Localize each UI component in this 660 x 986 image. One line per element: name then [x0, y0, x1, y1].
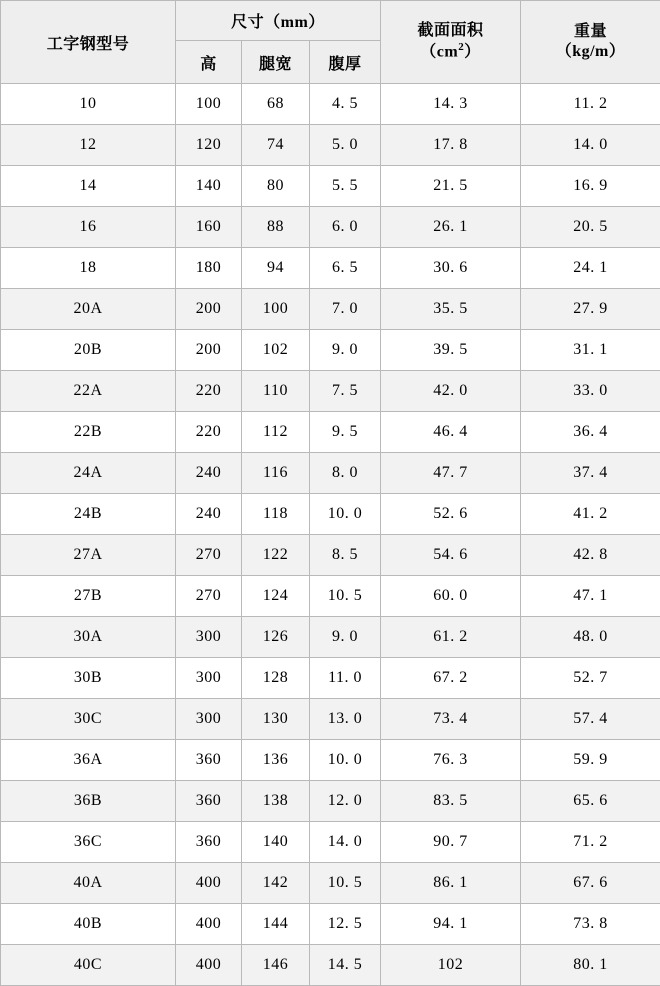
column-header-weight	[521, 1, 660, 84]
cell-weight: 27. 9	[521, 289, 660, 330]
cell-model: 22A	[1, 371, 176, 412]
cell-model: 40C	[1, 945, 176, 986]
cell-area: 21. 5	[381, 166, 521, 207]
cell-weight: 20. 5	[521, 207, 660, 248]
cell-flange-width: 110	[242, 371, 310, 412]
cell-height: 200	[176, 289, 242, 330]
cell-area: 39. 5	[381, 330, 521, 371]
table-row	[1, 84, 660, 125]
cell-model: 36C	[1, 822, 176, 863]
cell-web-thickness: 7. 0	[310, 289, 381, 330]
column-header-height: 高	[176, 41, 242, 84]
cell-flange-width: 118	[242, 494, 310, 535]
table-row	[1, 289, 660, 330]
column-header-weight-line1: 重量	[521, 22, 660, 42]
table-row	[1, 125, 660, 166]
cell-height: 240	[176, 453, 242, 494]
column-header-size-group: 尺寸（mm）	[176, 1, 381, 41]
cell-area: 26. 1	[381, 207, 521, 248]
cell-model: 20A	[1, 289, 176, 330]
table-row	[1, 658, 660, 699]
cell-flange-width: 116	[242, 453, 310, 494]
cell-weight: 11. 2	[521, 84, 660, 125]
cell-web-thickness: 6. 5	[310, 248, 381, 289]
cell-weight: 65. 6	[521, 781, 660, 822]
cell-area: 60. 0	[381, 576, 521, 617]
cell-area: 94. 1	[381, 904, 521, 945]
cell-area: 17. 8	[381, 125, 521, 166]
cell-weight: 33. 0	[521, 371, 660, 412]
cell-flange-width: 126	[242, 617, 310, 658]
cell-web-thickness: 5. 5	[310, 166, 381, 207]
table-row	[1, 248, 660, 289]
table-row	[1, 494, 660, 535]
cell-flange-width: 122	[242, 535, 310, 576]
cell-web-thickness: 10. 5	[310, 576, 381, 617]
area-unit-superscript: 2	[458, 41, 464, 53]
cell-model: 18	[1, 248, 176, 289]
cell-area: 86. 1	[381, 863, 521, 904]
cell-flange-width: 138	[242, 781, 310, 822]
cell-weight: 59. 9	[521, 740, 660, 781]
cell-weight: 14. 0	[521, 125, 660, 166]
column-header-weight-unit: （kg/m）	[521, 42, 660, 62]
table-header	[1, 1, 660, 84]
column-header-area	[381, 1, 521, 84]
cell-area: 35. 5	[381, 289, 521, 330]
cell-height: 220	[176, 371, 242, 412]
cell-area: 54. 6	[381, 535, 521, 576]
cell-weight: 37. 4	[521, 453, 660, 494]
cell-weight: 24. 1	[521, 248, 660, 289]
cell-model: 27A	[1, 535, 176, 576]
cell-height: 240	[176, 494, 242, 535]
cell-area: 90. 7	[381, 822, 521, 863]
cell-weight: 67. 6	[521, 863, 660, 904]
cell-web-thickness: 9. 0	[310, 330, 381, 371]
cell-web-thickness: 8. 0	[310, 453, 381, 494]
cell-height: 360	[176, 822, 242, 863]
cell-web-thickness: 14. 5	[310, 945, 381, 986]
table-row	[1, 740, 660, 781]
table-row	[1, 781, 660, 822]
column-header-area-line1: 截面面积	[381, 21, 520, 41]
table-row	[1, 699, 660, 740]
table-row	[1, 207, 660, 248]
cell-web-thickness: 10. 5	[310, 863, 381, 904]
cell-web-thickness: 9. 5	[310, 412, 381, 453]
cell-flange-width: 136	[242, 740, 310, 781]
cell-height: 400	[176, 863, 242, 904]
table-row	[1, 822, 660, 863]
cell-web-thickness: 10. 0	[310, 740, 381, 781]
table-row	[1, 945, 660, 986]
table-row	[1, 904, 660, 945]
cell-weight: 36. 4	[521, 412, 660, 453]
cell-weight: 73. 8	[521, 904, 660, 945]
cell-flange-width: 102	[242, 330, 310, 371]
cell-model: 40A	[1, 863, 176, 904]
cell-model: 12	[1, 125, 176, 166]
cell-web-thickness: 13. 0	[310, 699, 381, 740]
cell-web-thickness: 5. 0	[310, 125, 381, 166]
cell-flange-width: 130	[242, 699, 310, 740]
cell-model: 14	[1, 166, 176, 207]
cell-model: 40B	[1, 904, 176, 945]
cell-model: 22B	[1, 412, 176, 453]
cell-weight: 48. 0	[521, 617, 660, 658]
column-header-model: 工字钢型号	[1, 1, 176, 84]
cell-area: 61. 2	[381, 617, 521, 658]
table-row	[1, 330, 660, 371]
cell-area: 30. 6	[381, 248, 521, 289]
cell-web-thickness: 14. 0	[310, 822, 381, 863]
cell-web-thickness: 12. 0	[310, 781, 381, 822]
cell-height: 140	[176, 166, 242, 207]
cell-area: 46. 4	[381, 412, 521, 453]
cell-height: 360	[176, 740, 242, 781]
table-row	[1, 863, 660, 904]
cell-flange-width: 94	[242, 248, 310, 289]
cell-model: 36A	[1, 740, 176, 781]
cell-height: 400	[176, 904, 242, 945]
area-unit-suffix: ）	[464, 44, 481, 61]
cell-area: 73. 4	[381, 699, 521, 740]
cell-weight: 80. 1	[521, 945, 660, 986]
cell-model: 30A	[1, 617, 176, 658]
cell-flange-width: 124	[242, 576, 310, 617]
cell-flange-width: 112	[242, 412, 310, 453]
cell-height: 120	[176, 125, 242, 166]
cell-height: 270	[176, 535, 242, 576]
cell-model: 24A	[1, 453, 176, 494]
cell-model: 16	[1, 207, 176, 248]
cell-weight: 16. 9	[521, 166, 660, 207]
cell-model: 30B	[1, 658, 176, 699]
table-header-row-1	[1, 1, 660, 41]
cell-weight: 41. 2	[521, 494, 660, 535]
column-header-web-thickness: 腹厚	[310, 41, 381, 84]
table-row	[1, 617, 660, 658]
cell-area: 67. 2	[381, 658, 521, 699]
cell-flange-width: 146	[242, 945, 310, 986]
cell-web-thickness: 8. 5	[310, 535, 381, 576]
cell-weight: 31. 1	[521, 330, 660, 371]
cell-web-thickness: 7. 5	[310, 371, 381, 412]
cell-area: 14. 3	[381, 84, 521, 125]
cell-height: 160	[176, 207, 242, 248]
table-row	[1, 371, 660, 412]
table-row	[1, 535, 660, 576]
cell-flange-width: 142	[242, 863, 310, 904]
cell-height: 300	[176, 699, 242, 740]
cell-height: 100	[176, 84, 242, 125]
cell-web-thickness: 9. 0	[310, 617, 381, 658]
cell-height: 360	[176, 781, 242, 822]
cell-height: 400	[176, 945, 242, 986]
column-header-flange-width: 腿宽	[242, 41, 310, 84]
cell-web-thickness: 11. 0	[310, 658, 381, 699]
table-row	[1, 576, 660, 617]
cell-weight: 71. 2	[521, 822, 660, 863]
cell-model: 27B	[1, 576, 176, 617]
cell-flange-width: 68	[242, 84, 310, 125]
cell-area: 76. 3	[381, 740, 521, 781]
cell-web-thickness: 12. 5	[310, 904, 381, 945]
cell-model: 36B	[1, 781, 176, 822]
cell-height: 270	[176, 576, 242, 617]
cell-web-thickness: 6. 0	[310, 207, 381, 248]
cell-area: 42. 0	[381, 371, 521, 412]
cell-flange-width: 128	[242, 658, 310, 699]
column-header-area-unit	[381, 41, 520, 62]
cell-weight: 57. 4	[521, 699, 660, 740]
cell-model: 24B	[1, 494, 176, 535]
cell-web-thickness: 4. 5	[310, 84, 381, 125]
table-row	[1, 412, 660, 453]
cell-area: 47. 7	[381, 453, 521, 494]
cell-height: 300	[176, 617, 242, 658]
cell-weight: 47. 1	[521, 576, 660, 617]
cell-flange-width: 144	[242, 904, 310, 945]
cell-flange-width: 74	[242, 125, 310, 166]
cell-height: 300	[176, 658, 242, 699]
table-row	[1, 166, 660, 207]
area-unit-prefix: （cm	[420, 44, 458, 61]
cell-model: 20B	[1, 330, 176, 371]
cell-height: 200	[176, 330, 242, 371]
cell-area: 83. 5	[381, 781, 521, 822]
cell-height: 220	[176, 412, 242, 453]
cell-area: 52. 6	[381, 494, 521, 535]
cell-flange-width: 88	[242, 207, 310, 248]
cell-model: 30C	[1, 699, 176, 740]
cell-flange-width: 140	[242, 822, 310, 863]
cell-flange-width: 80	[242, 166, 310, 207]
table-body	[1, 84, 660, 986]
cell-weight: 52. 7	[521, 658, 660, 699]
cell-area: 102	[381, 945, 521, 986]
cell-web-thickness: 10. 0	[310, 494, 381, 535]
cell-weight: 42. 8	[521, 535, 660, 576]
cell-height: 180	[176, 248, 242, 289]
table-row	[1, 453, 660, 494]
cell-flange-width: 100	[242, 289, 310, 330]
cell-model: 10	[1, 84, 176, 125]
